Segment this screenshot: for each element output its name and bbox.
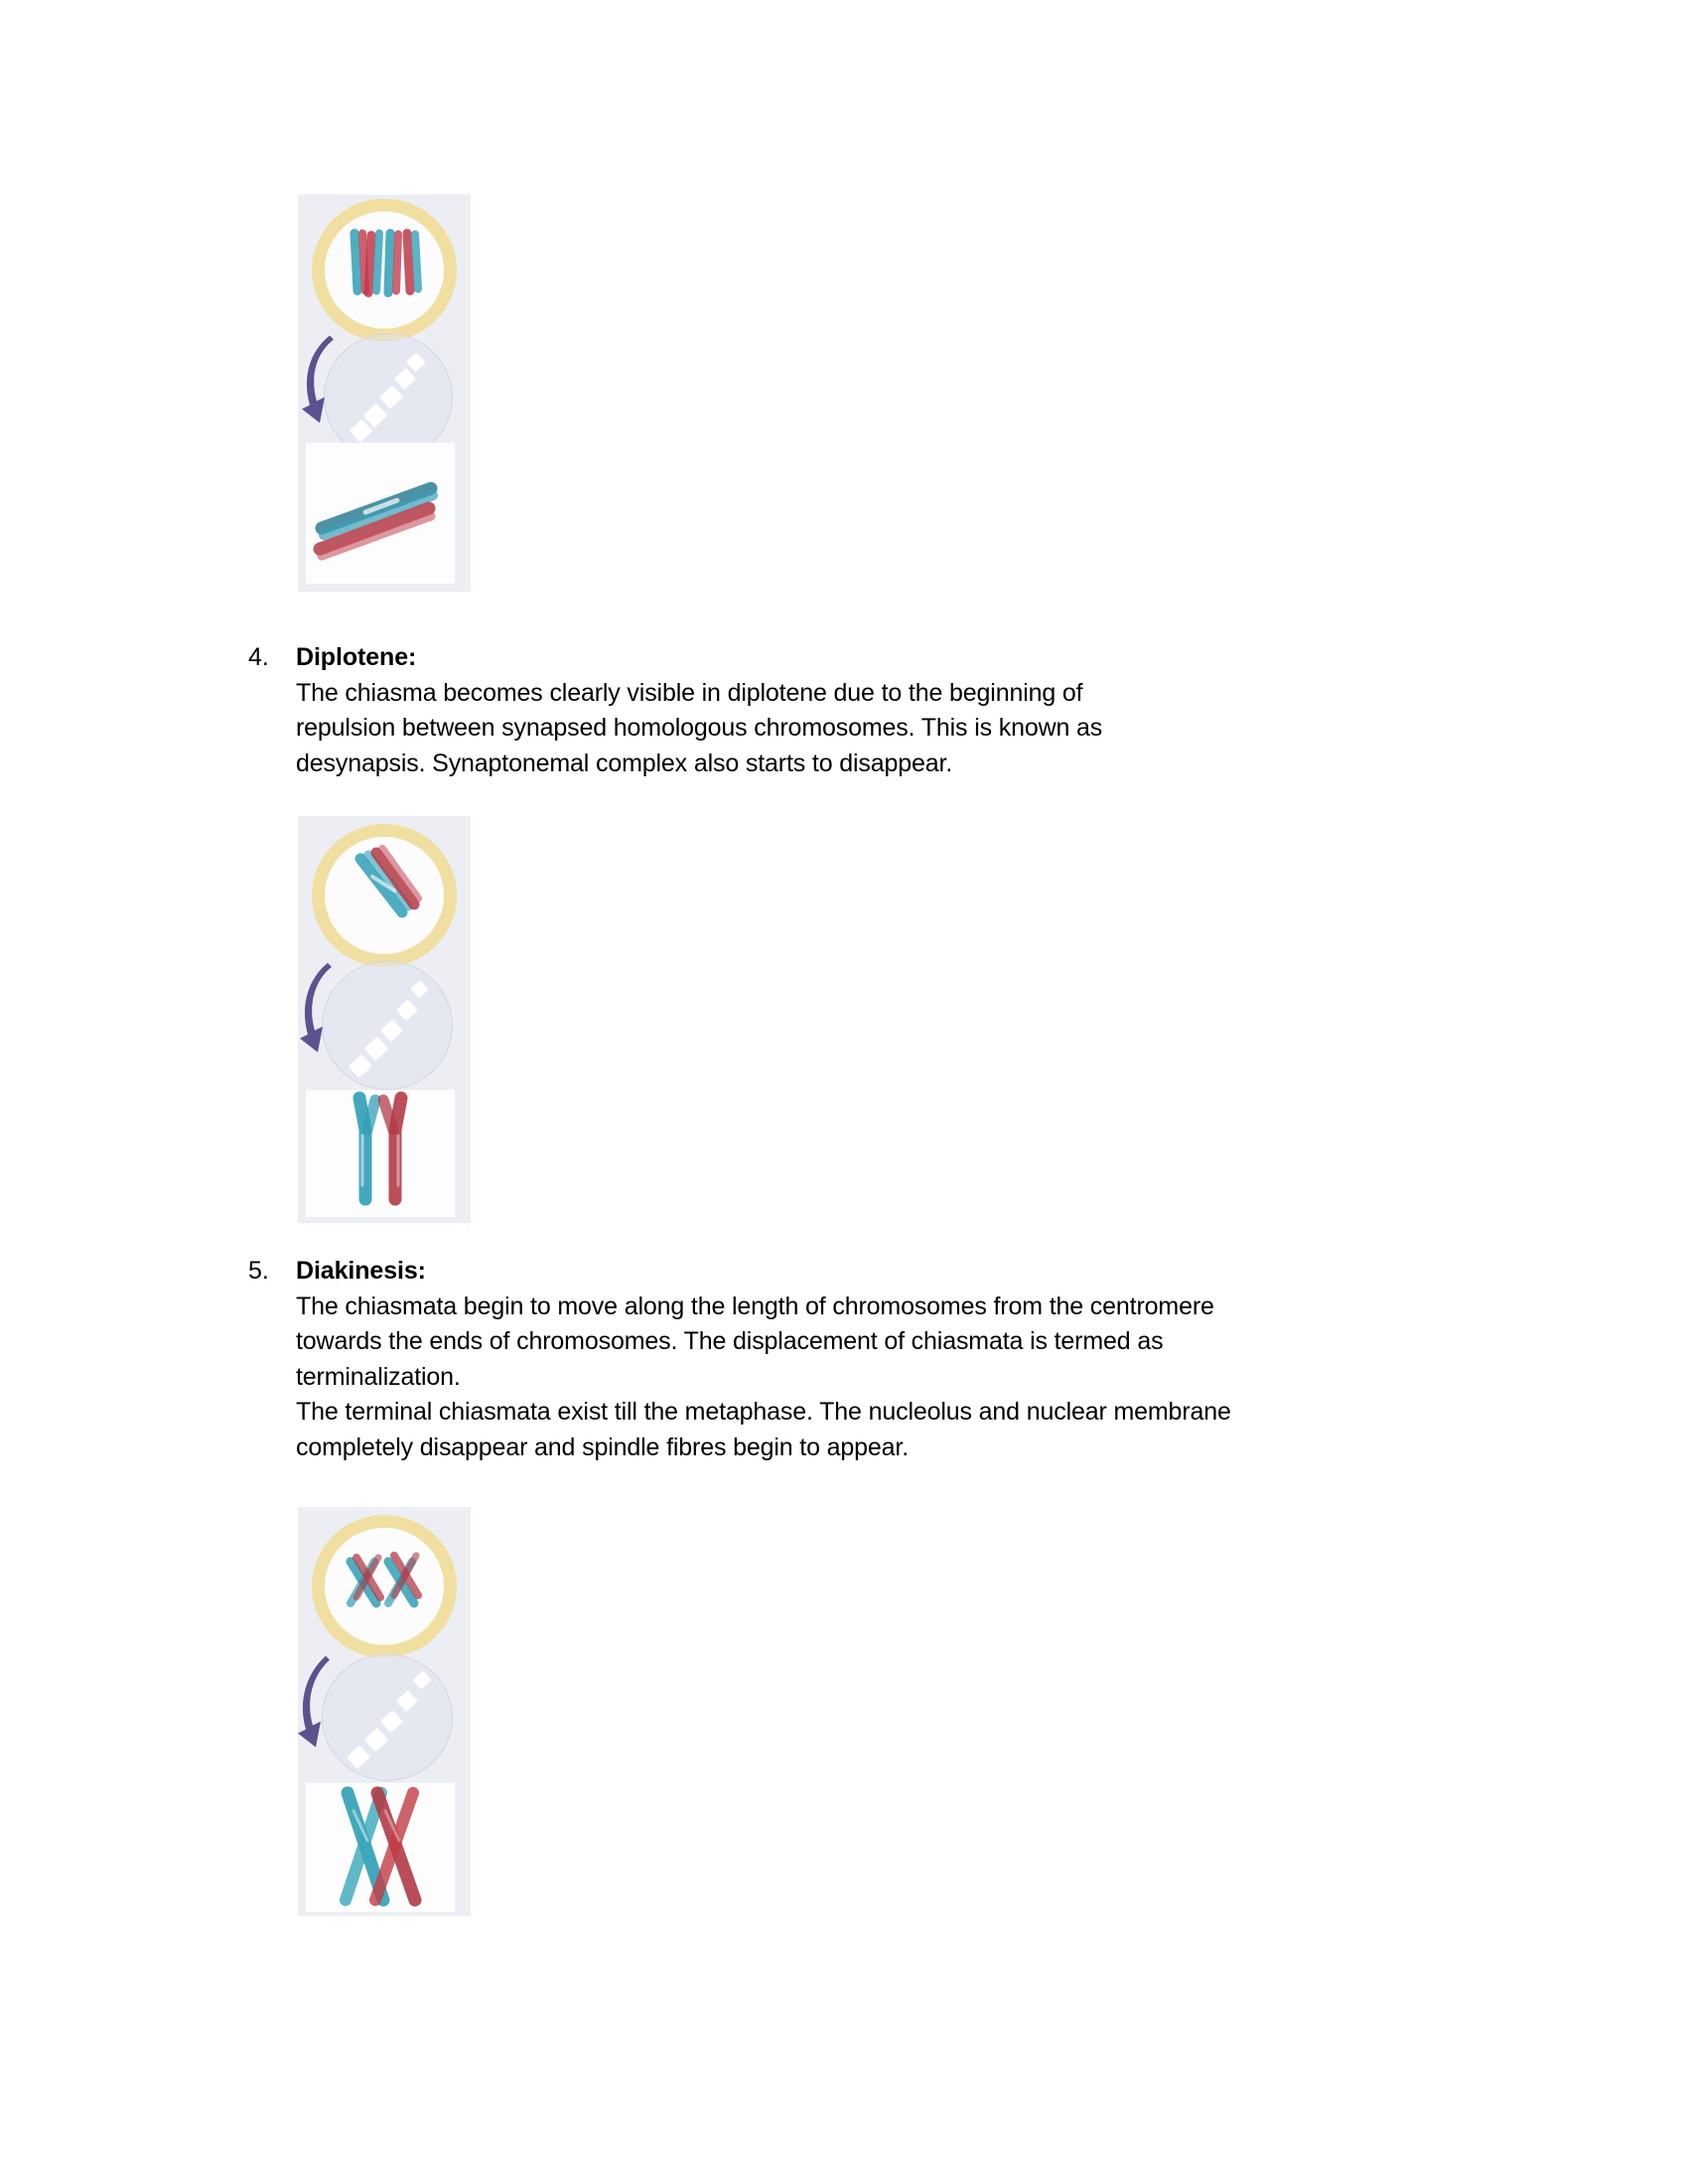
- nuclear-envelope-icon: [312, 824, 457, 967]
- paragraph-diplotene: The chiasma becomes clearly visible in diplotene due to the beginning of repulsion between synapsed homologous chromosomes. This is known as desynapsis. Synaptonemal complex also starts to disappear.: [296, 678, 1103, 777]
- section-heading-diakinesis: Diakinesis:: [296, 1257, 426, 1285]
- chromosomes-in-nucleus: [325, 211, 444, 329]
- nuclear-envelope-icon: [312, 1515, 457, 1658]
- pachytene-figure: [298, 195, 471, 592]
- diplotene-figure: [298, 816, 471, 1223]
- chromosome-detail-panel: [306, 1090, 455, 1217]
- section-heading-diplotene: Diplotene:: [296, 643, 417, 671]
- list-item: [248, 1254, 1291, 1465]
- chromosomes-in-nucleus: [325, 1528, 444, 1645]
- paragraph-diakinesis-1: The chiasmata begin to move along the length of chromosomes from the centromere towards the ends of chromosomes. The displacement of chiasmata is termed as terminalization.: [296, 1292, 1214, 1391]
- chromosome-detail-panel: [306, 1783, 455, 1912]
- list-item: [248, 640, 1162, 781]
- list-marker: 4.: [248, 643, 269, 671]
- chromosomes-in-nucleus: [325, 837, 444, 954]
- nuclear-envelope-icon: [312, 199, 457, 341]
- list-marker: 5.: [248, 1257, 269, 1285]
- down-arrow-icon: [304, 336, 373, 435]
- down-arrow-icon: [300, 1656, 369, 1759]
- diakinesis-figure: [298, 1507, 471, 1916]
- down-arrow-icon: [302, 963, 371, 1064]
- chromosome-detail-panel: [306, 443, 455, 584]
- paragraph-diakinesis-2: The terminal chiasmata exist till the metaphase. The nucleolus and nuclear membrane completely disappear and spindle fibres begin to appear.: [296, 1398, 1231, 1461]
